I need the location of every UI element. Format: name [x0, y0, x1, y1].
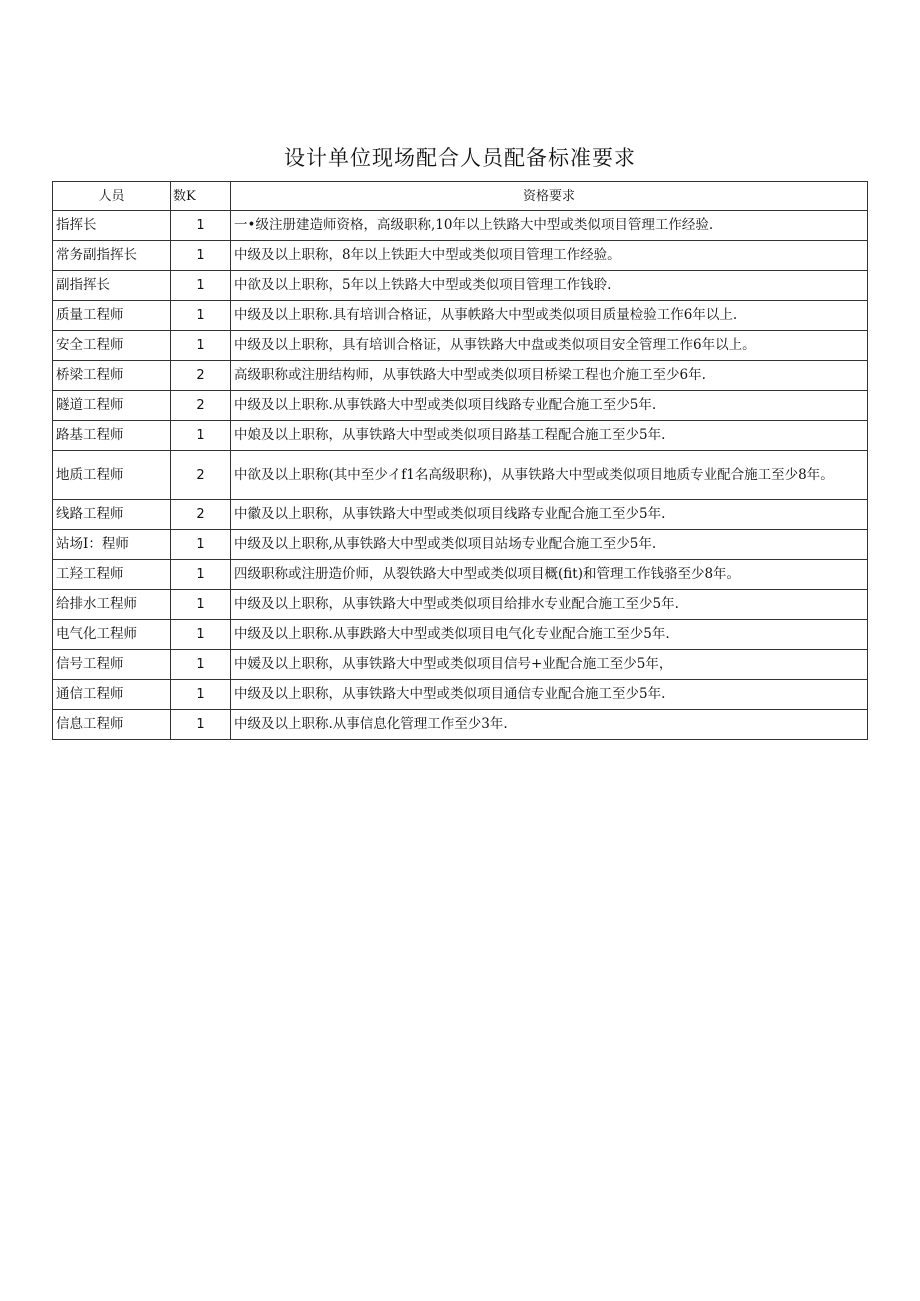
requirement-cell: 中欲及以上职称，5年以上铁路大中型或类似项目管理工作钱聆.	[231, 271, 868, 301]
count-cell: 1	[171, 680, 231, 710]
count-cell: 1	[171, 421, 231, 451]
table-row	[53, 241, 868, 271]
count-cell: 1	[171, 620, 231, 650]
role-cell: 地质工程师	[53, 451, 171, 500]
table-row	[53, 560, 868, 590]
role-cell: 信号工程师	[53, 650, 171, 680]
role-cell: 指挥长	[53, 211, 171, 241]
table-row	[53, 710, 868, 740]
page-title: 设计单位现场配合人员配备标准要求	[284, 146, 636, 170]
requirement-cell: 中级及以上职称，从事铁路大中型或类似项目通信专业配合施工至少5年.	[231, 680, 868, 710]
requirement-cell: 中级及以上职称，8年以上铁距大中型或类似项目管理工作经验。	[231, 241, 868, 271]
table-row	[53, 590, 868, 620]
role-cell: 路基工程师	[53, 421, 171, 451]
count-cell: 1	[171, 271, 231, 301]
table-row	[53, 530, 868, 560]
role-cell: 质量工程师	[53, 301, 171, 331]
requirement-cell: 中徽及以上职称，从事铁路大中型或类似项目线路专业配合施工至少5年.	[231, 500, 868, 530]
role-cell: 常务副指挥长	[53, 241, 171, 271]
role-cell: 隧道工程师	[53, 391, 171, 421]
table-row	[53, 391, 868, 421]
count-cell: 1	[171, 710, 231, 740]
requirement-cell: 中级及以上职称.从事铁路大中型或类似项目线路专业配合施工至少5年.	[231, 391, 868, 421]
requirement-cell: 中级及以上职称.具有培训合格证，从事帙路大中型或类似项目质量检验工作6年以上.	[231, 301, 868, 331]
count-cell: 2	[171, 451, 231, 500]
role-cell: 通信工程师	[53, 680, 171, 710]
requirement-cell: 中娘及以上职称，从事铁路大中型或类似项目路基工程配合施工至少5年.	[231, 421, 868, 451]
count-cell: 2	[171, 500, 231, 530]
count-cell: 1	[171, 650, 231, 680]
requirement-cell: 中级及以上职称.从事跌路大中型或类似项目电气化专业配合施工至少5年.	[231, 620, 868, 650]
role-cell: 副指挥长	[53, 271, 171, 301]
role-cell: 安全工程师	[53, 331, 171, 361]
table-row	[53, 361, 868, 391]
table-row	[53, 650, 868, 680]
table-row	[53, 680, 868, 710]
requirement-cell: 高级职称或注册结构师，从事铁路大中型或类似项目桥梁工程也介施工至少6年.	[231, 361, 868, 391]
count-cell: 1	[171, 530, 231, 560]
requirement-cell: 中欲及以上职称(其中至少イf1名高级职称)，从事铁路大中型或类似项目地质专业配合施工至少8年。	[231, 451, 868, 500]
table-row	[53, 301, 868, 331]
header-role: 人员	[53, 182, 171, 211]
count-cell: 1	[171, 211, 231, 241]
count-cell: 2	[171, 391, 231, 421]
role-cell: 站场Ⅰ：程师	[53, 530, 171, 560]
count-cell: 1	[171, 241, 231, 271]
table-row	[53, 271, 868, 301]
count-cell: 1	[171, 560, 231, 590]
role-cell: 信息工程师	[53, 710, 171, 740]
count-cell: 1	[171, 590, 231, 620]
table-row	[53, 331, 868, 361]
table-header-row	[53, 182, 868, 211]
table-row	[53, 421, 868, 451]
requirement-cell: 一•级注册建造师资格，高级职称,10年以上铁路大中型或类似项目管理工作经验.	[231, 211, 868, 241]
count-cell: 1	[171, 331, 231, 361]
requirement-cell: 中级及以上职称,从事铁路大中型或类似项目站场专业配合施工至少5年.	[231, 530, 868, 560]
count-cell: 2	[171, 361, 231, 391]
table-row	[53, 211, 868, 241]
count-cell: 1	[171, 301, 231, 331]
table-row	[53, 620, 868, 650]
header-requirement: 资格要求	[231, 182, 868, 211]
staffing-requirements-table	[52, 181, 868, 740]
requirement-cell: 中级及以上职称，具有培训合格证，从事铁路大中盘或类似项目安全管理工作6年以上。	[231, 331, 868, 361]
header-count: 数K	[171, 182, 231, 211]
role-cell: 桥梁工程师	[53, 361, 171, 391]
requirement-cell: 中媛及以上职称，从事铁路大中型或类似项目信号+业配合施工至少5年，	[231, 650, 868, 680]
role-cell: 给排水工程师	[53, 590, 171, 620]
table-row	[53, 500, 868, 530]
requirement-cell: 中级及以上职称.从事信息化管理工作至少3年.	[231, 710, 868, 740]
role-cell: 电气化工程师	[53, 620, 171, 650]
role-cell: 线路工程师	[53, 500, 171, 530]
requirement-cell: 四级职称或注册造价师，从裂铁路大中型或类似项目概(fit)和管理工作钱骆至少8年。	[231, 560, 868, 590]
table-row	[53, 451, 868, 500]
role-cell: 工羟工程师	[53, 560, 171, 590]
requirement-cell: 中级及以上职称，从事铁路大中型或类似项目给排水专业配合施工至少5年.	[231, 590, 868, 620]
